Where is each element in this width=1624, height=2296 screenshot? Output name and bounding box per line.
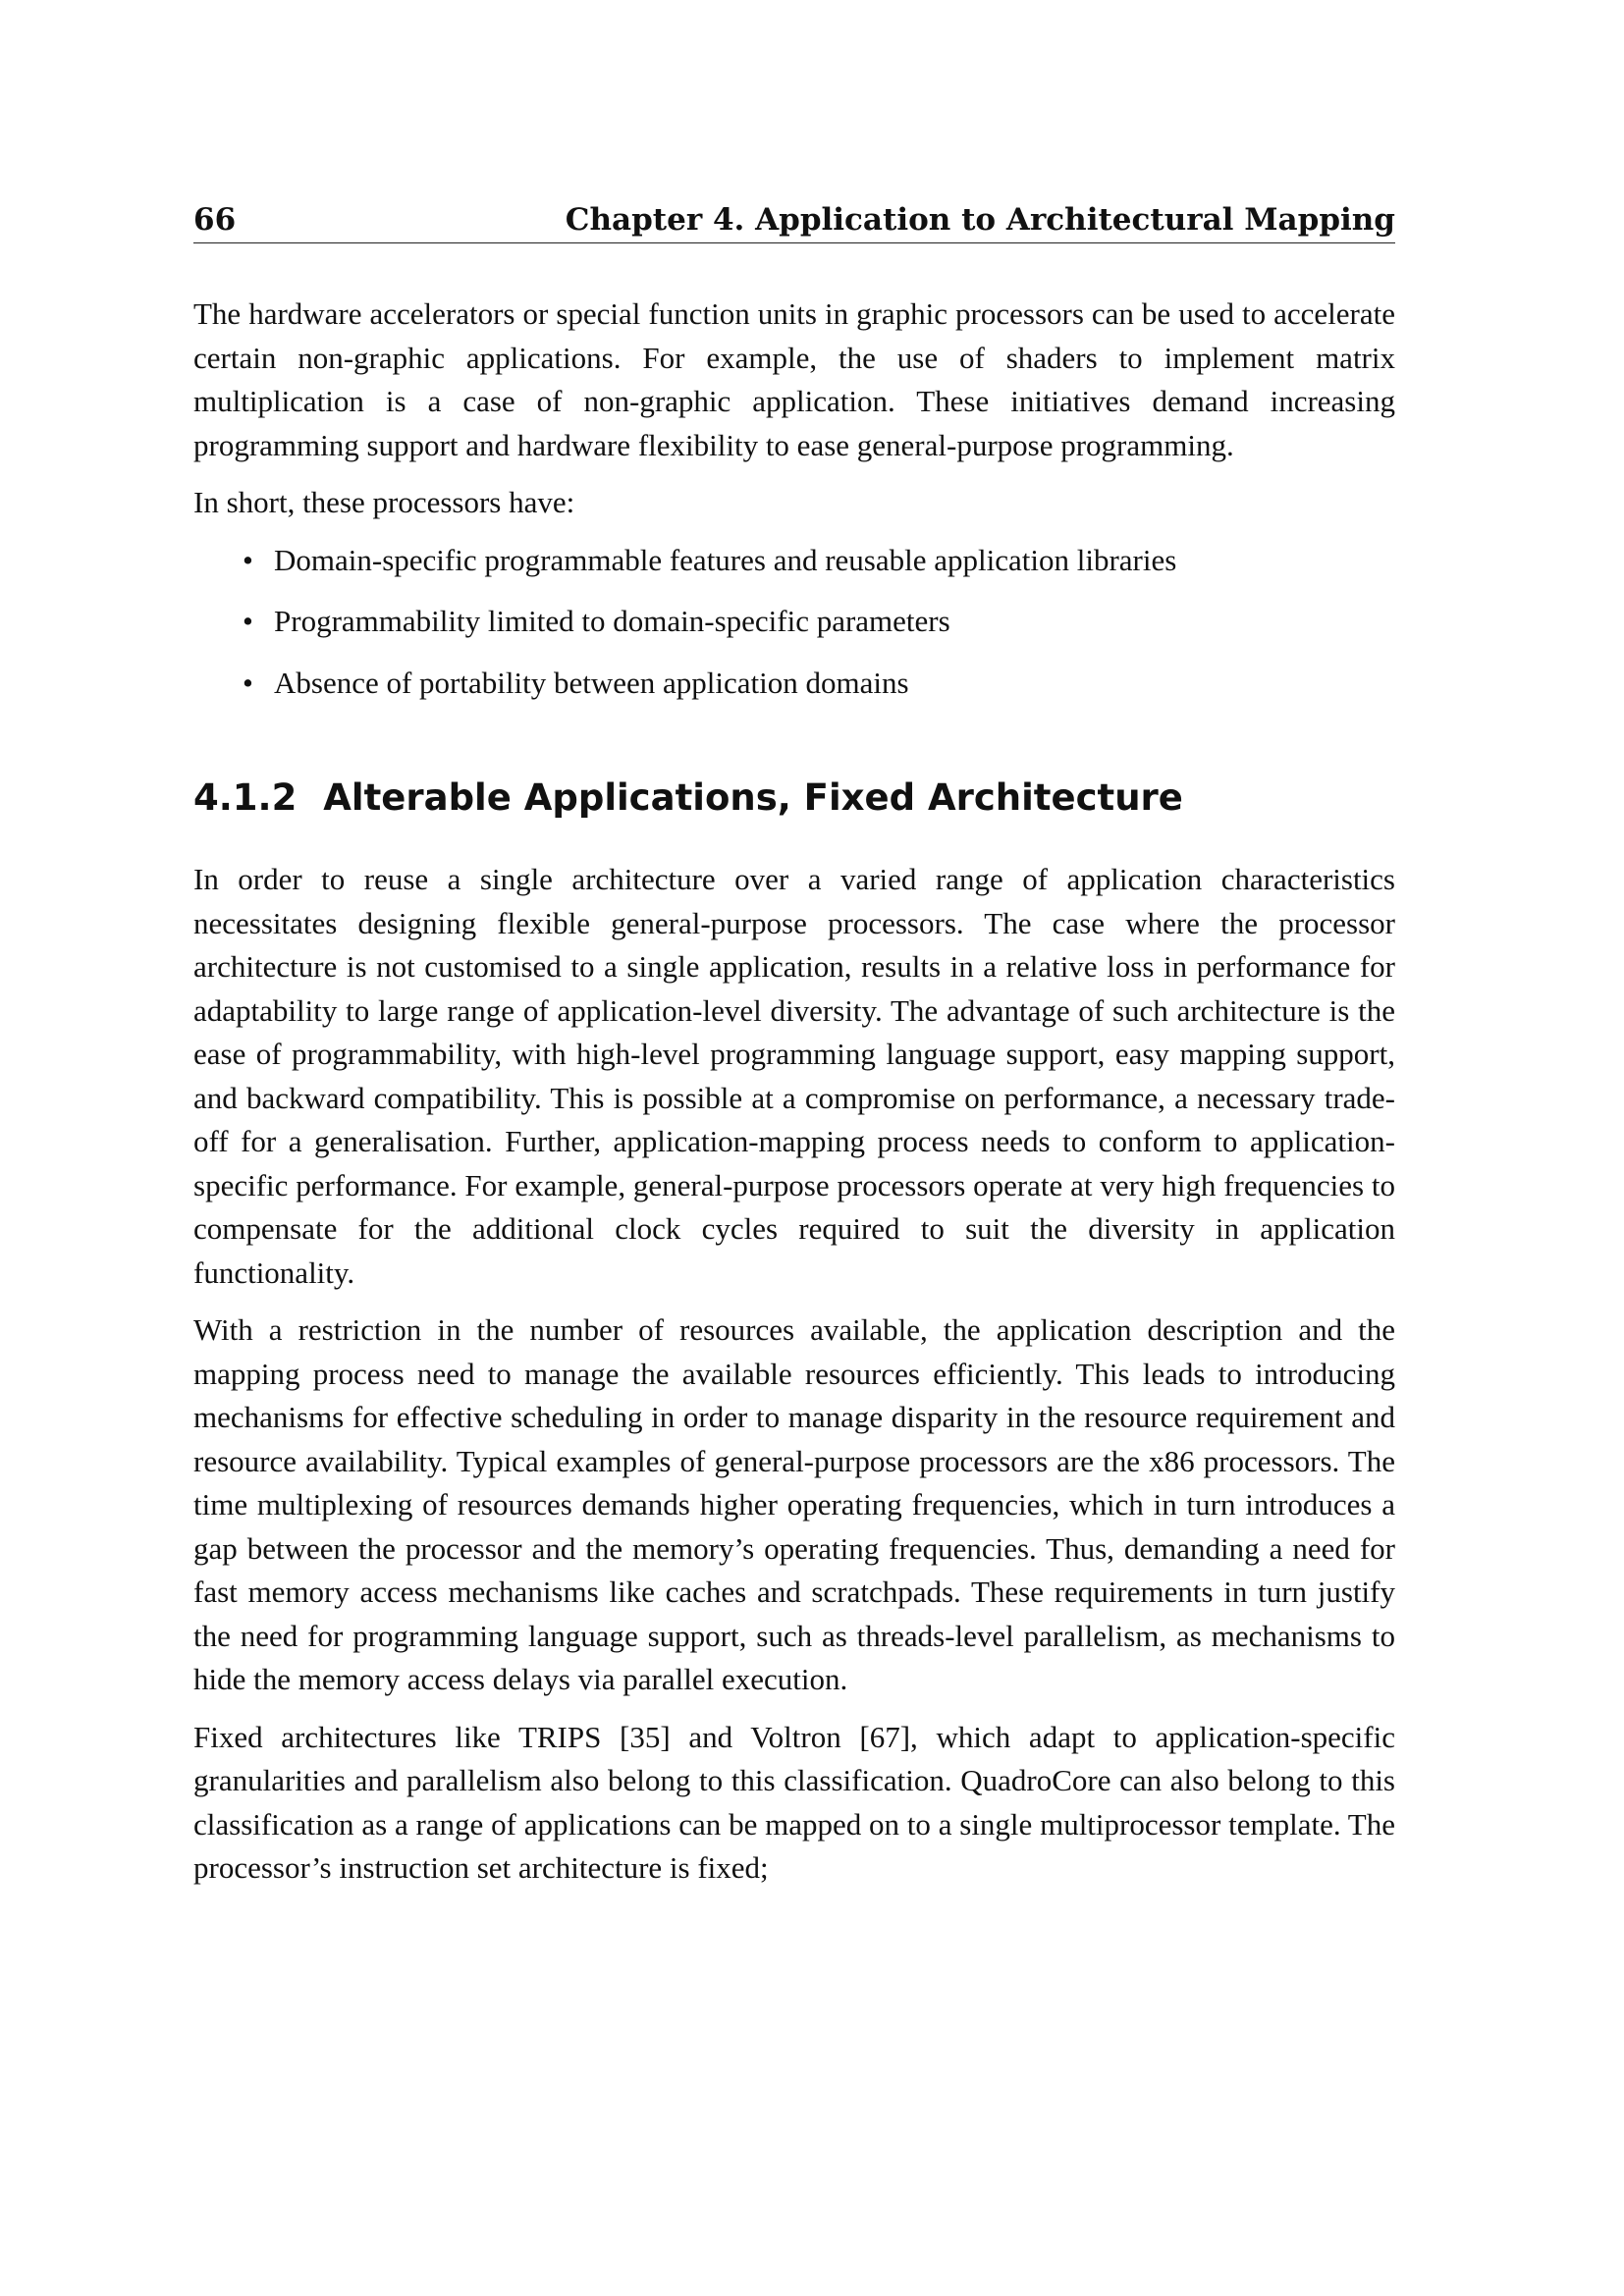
list-item (243, 662, 1395, 706)
bullet-list (193, 539, 1395, 706)
paragraph: In order to reuse a single architecture over a varied range of application characteristics necessitates designing flexible general-purpose processors. The case where the processor architecture is not customised to a single application, results in a relative loss in performance for adaptability to large range of application-level diversity. The advantage of such architecture is the ease of programmability, with high-level programming language support, easy mapping support, and backward compatibility. This is possible at a compromise on performance, a necessary trade-off for a generalisation. Further, application-mapping process needs to conform to application-specific performance. For example, general-purpose processors operate at very high frequencies to compensate for the additional clock cycles required to suit the diversity in application functionality. (193, 862, 1395, 1290)
paragraph: With a restriction in the number of resources available, the application description and the mapping process need to manage the available resources efficiently. This leads to introducing mechanisms for effective scheduling in order to manage disparity in the resource requirement and resource availability. Typical examples of general-purpose processors are the x86 processors. The time multiplexing of resources demands higher operating frequencies, which in turn introduces a gap between the processor and the memory’s operating frequencies. Thus, demanding a need for fast memory access mechanisms like caches and scratchpads. These requirements in turn justify the need for programming language support, such as threads-level parallelism, as mechanisms to hide the memory access delays via parallel execution. (193, 1312, 1395, 1696)
body-text (193, 293, 1395, 1891)
list-item-text: Programmability limited to domain-specific parameters (274, 604, 950, 638)
page-number: 66 (193, 202, 237, 238)
paragraph: Fixed architectures like TRIPS [35] and Voltron [67], which adapt to application-specific granularities and parallelism also belong to this classification. QuadroCore can also belong to this classification as a range of applications can be mapped on to a single multiprocessor template. The processor’s instruction set architecture is fixed; (193, 1719, 1395, 1885)
section-number: 4.1.2 (193, 776, 298, 819)
running-header (193, 201, 1395, 243)
bullet-icon: • (243, 604, 253, 638)
bullet-icon: • (243, 665, 253, 700)
bullet-icon: • (243, 542, 253, 577)
section-title: Alterable Applications, Fixed Architecture (323, 776, 1183, 819)
list-item-text: Domain-specific programmable features and reusable application libraries (274, 542, 1177, 577)
paragraph: The hardware accelerators or special function units in graphic processors can be used to accelerate certain non-graphic applications. For example, the use of shaders to implement matrix multiplication is a case of non-graphic application. These initiatives demand increasing programming support and hardware flexibility to ease general-purpose programming. (193, 296, 1395, 462)
list-item-text: Absence of portability between application domains (274, 665, 909, 700)
list-item (243, 539, 1395, 583)
section-heading (193, 775, 1395, 821)
paragraph: In short, these processors have: (193, 485, 575, 519)
chapter-title: Chapter 4. Application to Architectural Mapping (565, 202, 1395, 238)
page (193, 201, 1395, 1904)
list-item (243, 600, 1395, 644)
